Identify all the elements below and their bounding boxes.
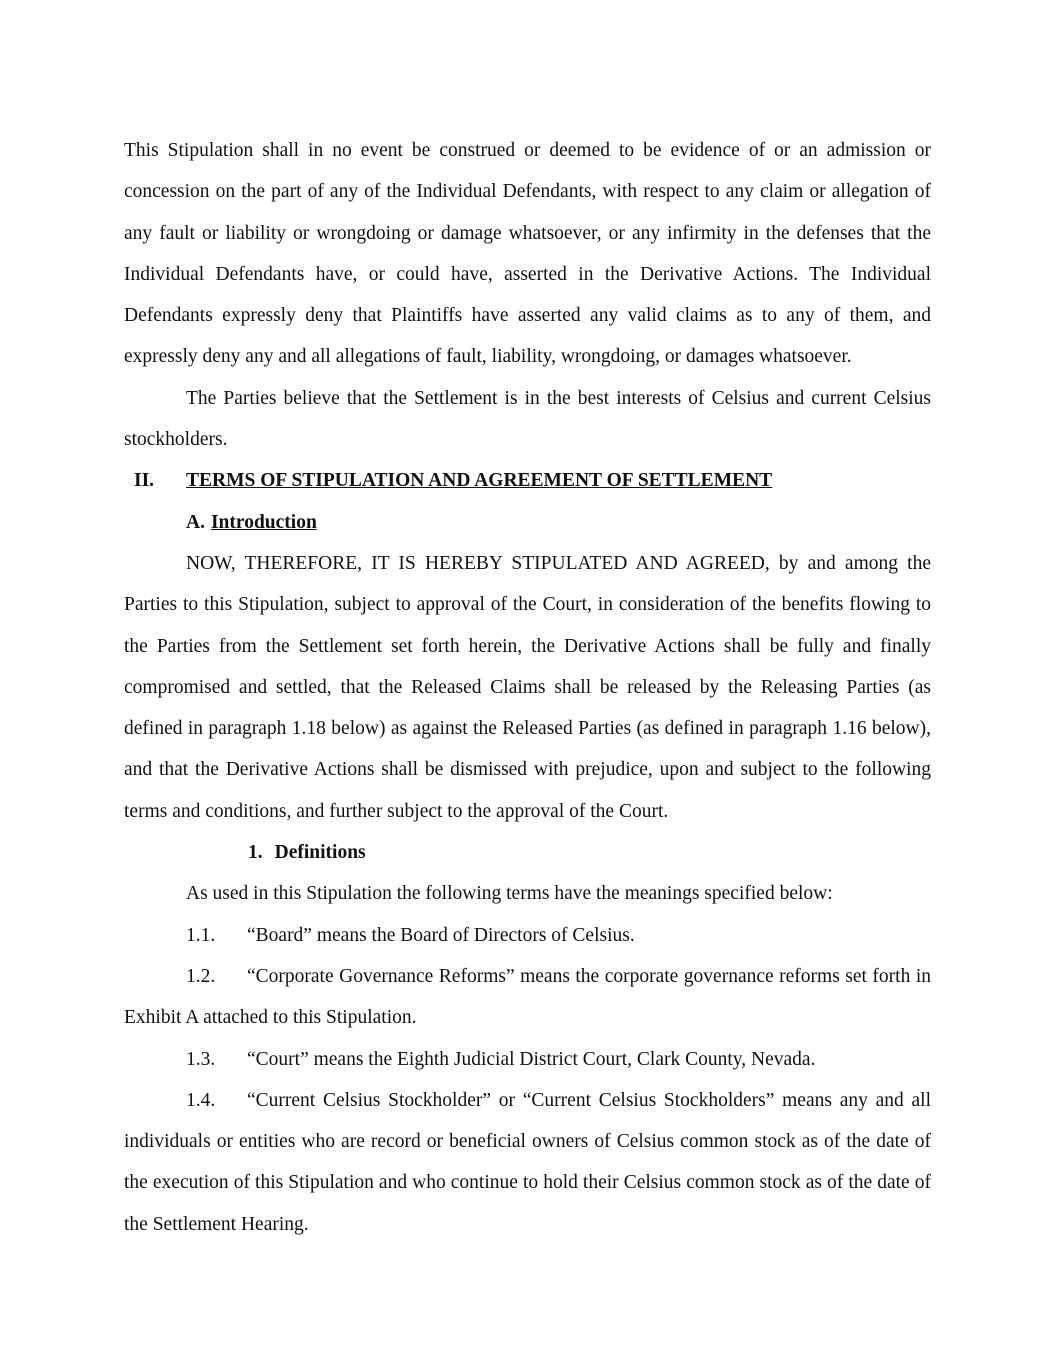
definition-text: “Board” means the Board of Directors of Celsius. <box>247 924 635 946</box>
definition-text: “Court” means the Eighth Judicial District Court, Clark County, Nevada. <box>247 1048 816 1070</box>
definition-1-1 <box>124 915 931 956</box>
definition-text: “Corporate Governance Reforms” means the corporate governance reforms set forth in Exhibit A attached to this Stipulation. <box>124 965 931 1029</box>
paragraph-definitions-intro: As used in this Stipulation the following terms have the meanings specified below: <box>186 883 833 905</box>
section-number: II. <box>134 470 155 492</box>
definition-number: 1.3. <box>186 1048 216 1070</box>
subsection-number: A. <box>186 511 205 533</box>
definition-text: “Current Celsius Stockholder” or “Current Celsius Stockholders” means any and all individuals or entities who are record or beneficial owners of Celsius common stock as of the date of the execution of this Stipulation and who continue to hold their Celsius common stock as of the date of the Settlement Hearing. <box>124 1089 931 1235</box>
definition-1-2 <box>124 956 931 1039</box>
definition-1-3 <box>124 1039 931 1080</box>
section-title: TERMS OF STIPULATION AND AGREEMENT OF SETTLEMENT <box>186 470 773 492</box>
definition-number: 1.2. <box>186 965 216 987</box>
definitions-title: Definitions <box>274 842 366 864</box>
definition-1-4 <box>124 1080 931 1245</box>
section-heading-ii <box>124 460 931 501</box>
subsection-heading-a <box>124 502 931 543</box>
definition-number: 1.1. <box>186 924 216 946</box>
paragraph-best-interests: The Parties believe that the Settlement is in the best interests of Celsius and current Celsius stockholders. <box>124 387 931 451</box>
definitions-heading <box>124 832 931 873</box>
document-page <box>124 130 931 1245</box>
definition-number: 1.4. <box>186 1089 216 1111</box>
paragraph-now-therefore: NOW, THEREFORE, IT IS HEREBY STIPULATED AND AGREED, by and among the Parties to this Stipulation, subject to approval of the Court, in consideration of the benefits flowing to the Parties from the Settlement set forth herein, the Derivative Actions shall be fully and finally compromised and settled, that the Released Claims shall be released by the Releasing Parties (as defined in paragraph 1.18 below) as against the Released Parties (as defined in paragraph 1.16 below), and that the Derivative Actions shall be dismissed with prejudice, upon and subject to the following terms and conditions, and further subject to the approval of the Court. <box>124 552 931 822</box>
subsection-title: Introduction <box>210 511 317 533</box>
paragraph-no-admission: This Stipulation shall in no event be construed or deemed to be evidence of or an admission or concession on the part of any of the Individual Defendants, with respect to any claim or allegation of any fault or liability or wrongdoing or damage whatsoever, or any infirmity in the defenses that the Individual Defendants have, or could have, asserted in the Derivative Actions. The Individual Defendants expressly deny that Plaintiffs have asserted any valid claims as to any of them, and expressly deny any and all allegations of fault, liability, wrongdoing, or damages whatsoever. <box>124 140 931 368</box>
definitions-number: 1. <box>248 842 263 864</box>
